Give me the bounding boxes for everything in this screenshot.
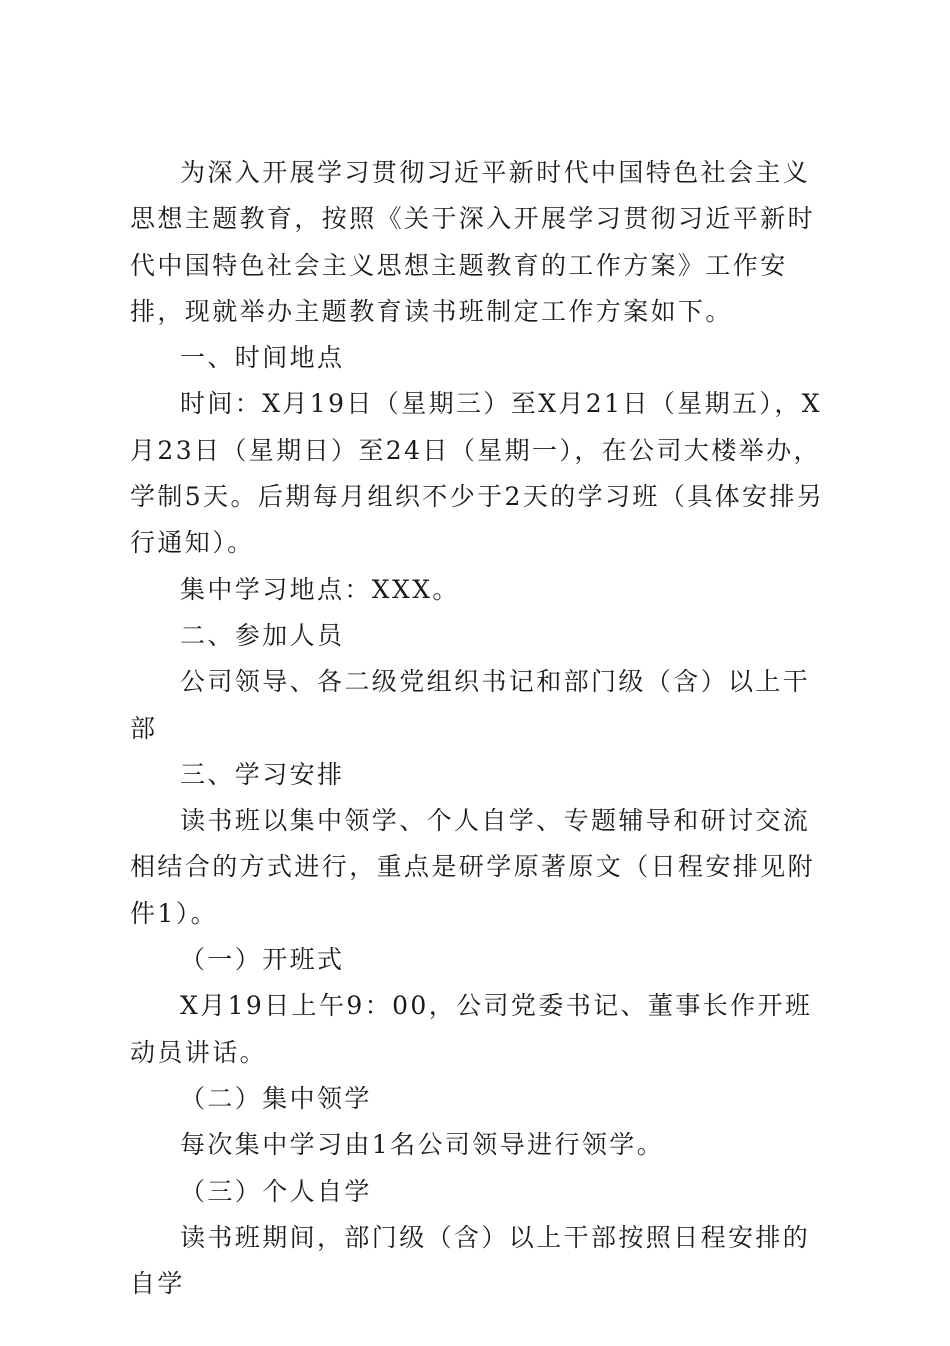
time-paragraph: 时间：X月19日（星期三）至X月21日（星期五），X月23日（星期日）至24日（星期一），在公司大楼举办，学制5天。后期每月组织不少于2天的学习班（具体安排另行通知）。 xyxy=(130,389,825,558)
subheading-opening: （一）开班式 xyxy=(180,945,345,975)
lead-study-paragraph: 每次集中学习由1名公司领导进行领学。 xyxy=(180,1130,665,1160)
opening-paragraph: X月19日上午9：00，公司党委书记、董事长作开班动员讲话。 xyxy=(130,991,813,1067)
self-study-paragraph: 读书班期间，部门级（含）以上干部按照日程安排的自学 xyxy=(130,1222,811,1299)
participants-paragraph: 公司领导、各二级党组织书记和部门级（含）以上干部 xyxy=(130,667,811,743)
subheading-self-study: （三）个人自学 xyxy=(180,1176,372,1206)
subheading-lead-study: （二）集中领学 xyxy=(180,1083,372,1113)
intro-paragraph: 为深入开展学习贯彻习近平新时代中国特色社会主义思想主题教育，按照《关于深入开展学习贯彻习近平新时代中国特色社会主义思想主题教育的工作方案》工作安排，现就举办主题教育读书班制定工作方案如下。 xyxy=(130,158,816,326)
document-body xyxy=(130,150,830,1307)
section-heading-arrangement: 三、学习安排 xyxy=(180,759,345,789)
section-heading-participants: 二、参加人员 xyxy=(180,620,345,650)
section-heading-time-place: 一、时间地点 xyxy=(180,343,345,373)
arrangement-paragraph: 读书班以集中领学、个人自学、专题辅导和研讨交流相结合的方式进行，重点是研学原著原文（日程安排见附件1）。 xyxy=(130,806,816,928)
place-paragraph: 集中学习地点：XXX。 xyxy=(180,574,460,604)
